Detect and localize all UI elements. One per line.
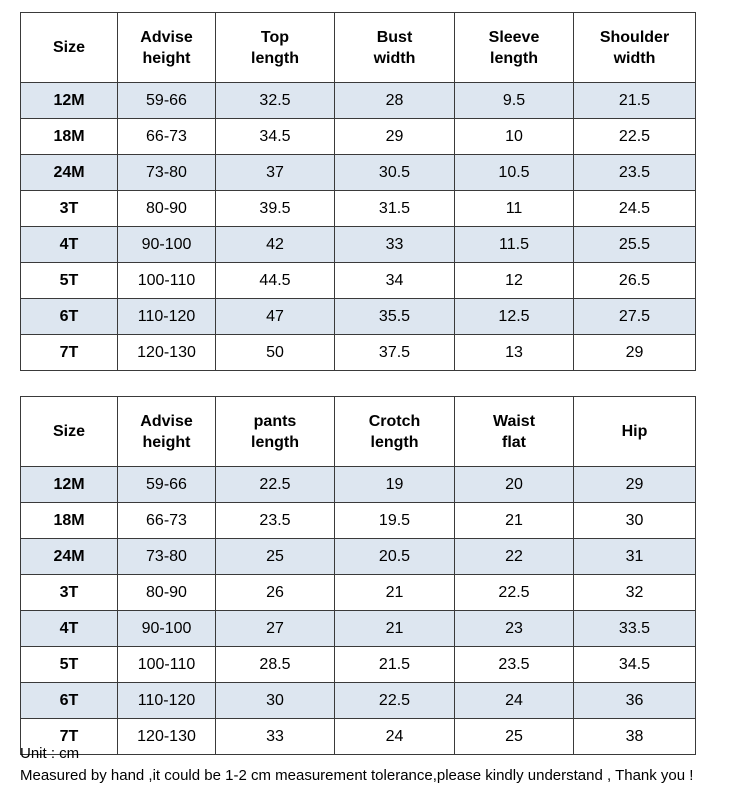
size-cell: 7T (21, 719, 118, 755)
header-row (21, 13, 696, 83)
table-cell: 23.5 (216, 503, 335, 539)
size-cell: 4T (21, 227, 118, 263)
table-cell: 24 (455, 683, 574, 719)
column-header-text: Sleeve (488, 28, 540, 46)
size-cell: 5T (21, 263, 118, 299)
table-row (21, 503, 696, 539)
table-row (21, 299, 696, 335)
table-cell: 33.5 (574, 611, 696, 647)
size-cell: 12M (21, 83, 118, 119)
table-row (21, 263, 696, 299)
table-cell: 120-130 (118, 719, 216, 755)
table-cell: 34 (335, 263, 455, 299)
column-header-text: Shoulder (599, 28, 670, 46)
table-cell: 38 (574, 719, 696, 755)
table-cell: 25 (455, 719, 574, 755)
size-cell: 6T (21, 299, 118, 335)
column-header-text: length (490, 49, 538, 67)
column-header-text: width (613, 49, 656, 67)
column-header (118, 397, 216, 467)
table-cell: 100-110 (118, 647, 216, 683)
column-header-text: length (251, 433, 299, 451)
table-cell: 32.5 (216, 83, 335, 119)
table-cell: 120-130 (118, 335, 216, 371)
table-cell: 20 (455, 467, 574, 503)
column-header-text: Advise (140, 412, 193, 430)
table-cell: 23.5 (455, 647, 574, 683)
table-cell: 9.5 (455, 83, 574, 119)
table-cell: 27 (216, 611, 335, 647)
column-header (335, 13, 455, 83)
table-cell: 13 (455, 335, 574, 371)
table-cell: 11 (455, 191, 574, 227)
column-header-text: pants (253, 412, 297, 430)
tolerance-note: Measured by hand ,it could be 1-2 cm measurement tolerance,please kindly understand , Thank you ! (20, 767, 694, 784)
table-cell: 30 (216, 683, 335, 719)
table-cell: 27.5 (574, 299, 696, 335)
column-header-text: width (373, 49, 416, 67)
column-header-text: height (142, 433, 191, 451)
column-header-text: height (142, 49, 191, 67)
table-cell: 110-120 (118, 299, 216, 335)
table-cell: 25 (216, 539, 335, 575)
table-cell: 31.5 (335, 191, 455, 227)
table-cell: 19.5 (335, 503, 455, 539)
table-cell: 26.5 (574, 263, 696, 299)
table-cell: 28 (335, 83, 455, 119)
size-cell: 3T (21, 575, 118, 611)
table-cell: 33 (335, 227, 455, 263)
column-header (455, 397, 574, 467)
table-row (21, 155, 696, 191)
table-cell: 26 (216, 575, 335, 611)
size-cell: 5T (21, 647, 118, 683)
table-row (21, 683, 696, 719)
table-row (21, 611, 696, 647)
table-cell: 39.5 (216, 191, 335, 227)
column-header (455, 13, 574, 83)
column-header-text: Size (52, 423, 85, 440)
table-cell: 10.5 (455, 155, 574, 191)
table-cell: 42 (216, 227, 335, 263)
size-cell: 18M (21, 119, 118, 155)
table-cell: 37 (216, 155, 335, 191)
column-header-text: Hip (621, 423, 648, 440)
column-header-text: Bust (376, 28, 413, 46)
table-cell: 80-90 (118, 191, 216, 227)
table-cell: 22.5 (216, 467, 335, 503)
column-header (21, 13, 118, 83)
table-cell: 59-66 (118, 467, 216, 503)
column-header-text: Advise (140, 28, 193, 46)
table-cell: 44.5 (216, 263, 335, 299)
table-cell: 22.5 (335, 683, 455, 719)
table-cell: 80-90 (118, 575, 216, 611)
table-cell: 32 (574, 575, 696, 611)
table-cell: 110-120 (118, 683, 216, 719)
table-cell: 34.5 (216, 119, 335, 155)
bottom-size-table (20, 396, 696, 755)
table-cell: 90-100 (118, 227, 216, 263)
table-cell: 100-110 (118, 263, 216, 299)
size-cell: 4T (21, 611, 118, 647)
column-header-text: Size (52, 39, 85, 56)
table-cell: 21.5 (574, 83, 696, 119)
table-row (21, 335, 696, 371)
table-cell: 20.5 (335, 539, 455, 575)
table-cell: 24.5 (574, 191, 696, 227)
table-cell: 22.5 (455, 575, 574, 611)
column-header (574, 13, 696, 83)
table-cell: 12 (455, 263, 574, 299)
column-header (21, 397, 118, 467)
size-cell: 7T (21, 335, 118, 371)
bottom-table-body (21, 467, 696, 755)
table-cell: 12.5 (455, 299, 574, 335)
table-row (21, 467, 696, 503)
table-row (21, 191, 696, 227)
table-cell: 25.5 (574, 227, 696, 263)
top-table-header (21, 13, 696, 83)
table-cell: 29 (574, 335, 696, 371)
column-header (335, 397, 455, 467)
size-cell: 6T (21, 683, 118, 719)
table-cell: 66-73 (118, 503, 216, 539)
table-row (21, 119, 696, 155)
table-row (21, 647, 696, 683)
table-cell: 31 (574, 539, 696, 575)
table-cell: 21.5 (335, 647, 455, 683)
table-cell: 19 (335, 467, 455, 503)
column-header (216, 13, 335, 83)
table-cell: 21 (335, 611, 455, 647)
table-cell: 34.5 (574, 647, 696, 683)
table-cell: 21 (335, 575, 455, 611)
table-cell: 29 (574, 467, 696, 503)
table-cell: 33 (216, 719, 335, 755)
column-header-text: Crotch (368, 412, 421, 430)
table-cell: 23 (455, 611, 574, 647)
column-header-text: flat (502, 433, 526, 451)
table-cell: 90-100 (118, 611, 216, 647)
bottom-table-header (21, 397, 696, 467)
table-row (21, 227, 696, 263)
table-cell: 35.5 (335, 299, 455, 335)
table-cell: 23.5 (574, 155, 696, 191)
table-cell: 66-73 (118, 119, 216, 155)
table-cell: 73-80 (118, 155, 216, 191)
header-row (21, 397, 696, 467)
column-header (216, 397, 335, 467)
table-row (21, 719, 696, 755)
table-cell: 30 (574, 503, 696, 539)
column-header-text: length (370, 433, 419, 451)
table-cell: 50 (216, 335, 335, 371)
size-cell: 24M (21, 539, 118, 575)
column-header-text: Waist (492, 412, 536, 430)
table-cell: 37.5 (335, 335, 455, 371)
column-header-text: Top (260, 28, 290, 46)
table-cell: 24 (335, 719, 455, 755)
table-row (21, 83, 696, 119)
column-header-text: length (251, 49, 299, 67)
size-cell: 12M (21, 467, 118, 503)
size-cell: 24M (21, 155, 118, 191)
table-cell: 30.5 (335, 155, 455, 191)
size-cell: 3T (21, 191, 118, 227)
table-cell: 10 (455, 119, 574, 155)
table-cell: 29 (335, 119, 455, 155)
column-header (118, 13, 216, 83)
table-cell: 36 (574, 683, 696, 719)
table-cell: 11.5 (455, 227, 574, 263)
table-cell: 73-80 (118, 539, 216, 575)
top-table-body (21, 83, 696, 371)
table-cell: 59-66 (118, 83, 216, 119)
size-cell: 18M (21, 503, 118, 539)
table-cell: 22.5 (574, 119, 696, 155)
table-row (21, 575, 696, 611)
table-cell: 21 (455, 503, 574, 539)
table-cell: 22 (455, 539, 574, 575)
column-header (574, 397, 696, 467)
unit-note: Unit : cm (20, 745, 80, 762)
top-size-table (20, 12, 696, 371)
table-cell: 28.5 (216, 647, 335, 683)
table-cell: 47 (216, 299, 335, 335)
table-row (21, 539, 696, 575)
